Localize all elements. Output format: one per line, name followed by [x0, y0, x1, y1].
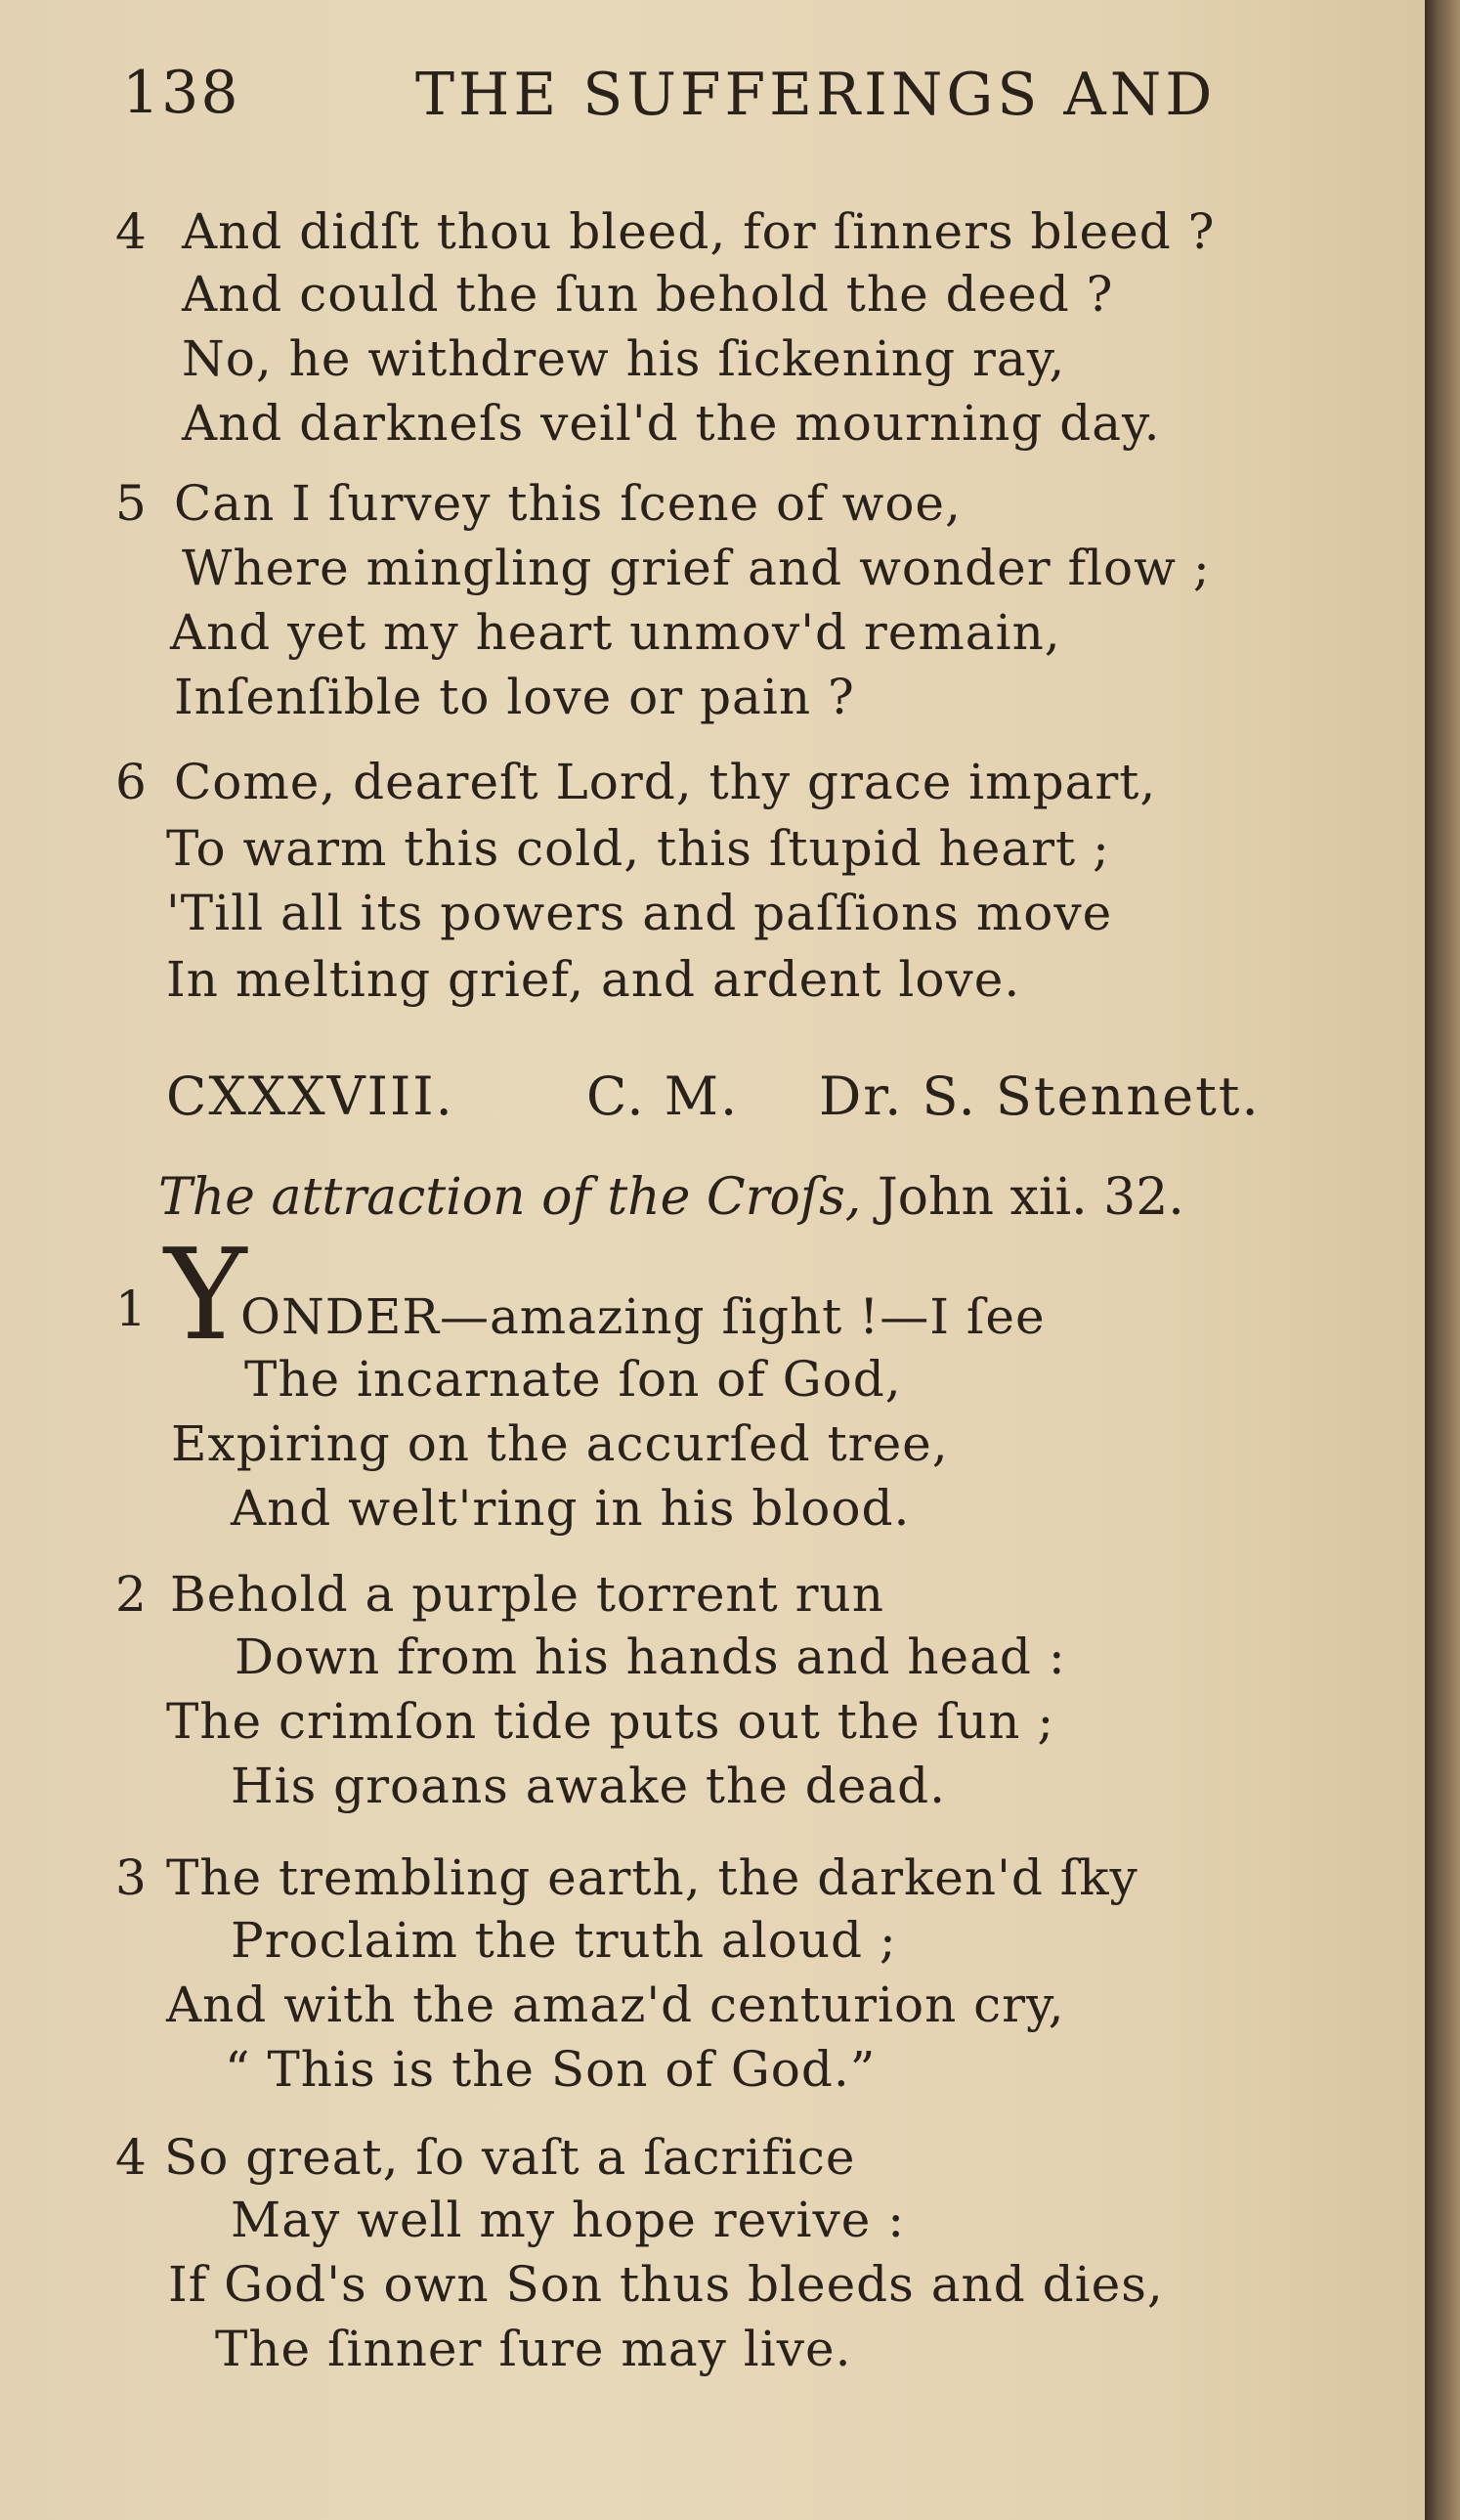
verse-line: The incarnate ſon of God,	[244, 1351, 902, 1408]
verse-line: 'Till all its powers and paſſions move	[166, 885, 1113, 941]
verse-number: 4	[115, 2129, 147, 2186]
hymn-subject	[158, 1168, 1184, 1227]
verse-line: ONDER—amazing ſight !—I ſee	[240, 1288, 1046, 1345]
verse-line: Come, deareſt Lord, thy grace impart,	[174, 754, 1157, 810]
prev-stanza-6	[0, 748, 1388, 1031]
verse-line: And could the ſun behold the deed ?	[182, 266, 1114, 323]
verse-line: And yet my heart unmov'd remain,	[170, 604, 1061, 661]
verse-line: Can I ſurvey this ſcene of woe,	[174, 475, 962, 532]
verse-line: If God's own Son thus bleeds and dies,	[168, 2256, 1164, 2313]
verse-line: Proclaim the truth aloud ;	[231, 1912, 897, 1969]
book-spine-edge	[1425, 0, 1460, 2520]
verse-line: “ This is the Son of God.”	[225, 2041, 877, 2098]
drop-cap: Y	[164, 1223, 247, 1369]
verse-line: And didſt thou bleed, for ſinners bleed ?	[182, 203, 1216, 260]
hymn-meter: C. M.	[586, 1065, 740, 1127]
verse-line: Down from his hands and head :	[235, 1629, 1066, 1685]
verse-number: 6	[115, 754, 147, 810]
verse-line: His groans awake the dead.	[231, 1758, 947, 1814]
prev-stanza-4	[0, 196, 1388, 469]
running-title: THE SUFFERINGS AND	[415, 61, 1217, 129]
verse-number: 4	[115, 203, 147, 260]
verse-line: May well my hope revive :	[231, 2192, 906, 2248]
verse-number: 5	[115, 475, 147, 532]
verse-line: Where mingling grief and wonder flow ;	[182, 540, 1211, 596]
verse-line: The crimſon tide puts out the ſun ;	[166, 1693, 1055, 1750]
verse-number: 2	[115, 1566, 147, 1623]
verse-line: In melting grief, and ardent love.	[166, 951, 1021, 1008]
stanza-3	[0, 1842, 1388, 2125]
verse-line: To warm this cold, this ſtupid heart ;	[166, 820, 1110, 877]
verse-line: And with the amaz'd centurion cry,	[166, 1977, 1065, 2033]
running-head	[0, 59, 1425, 147]
stanza-2	[0, 1560, 1388, 1844]
page-number: 138	[122, 59, 240, 127]
scripture-reference: John xii. 32.	[877, 1168, 1184, 1227]
verse-line: Inſenſible to love or pain ?	[174, 669, 855, 725]
verse-line: Expiring on the accurſed tree,	[171, 1415, 949, 1472]
verse-line: The trembling earth, the darken'd ſky	[166, 1849, 1138, 1906]
verse-line: And welt'ring in his blood.	[231, 1480, 911, 1537]
verse-line: The ſinner ſure may live.	[215, 2321, 852, 2377]
verse-number: 1	[115, 1281, 147, 1337]
verse-line: And darkneſs veil'd the mourning day.	[182, 395, 1161, 452]
hymn-author: Dr. S. Stennett.	[819, 1065, 1261, 1127]
verse-line: Behold a purple torrent run	[170, 1566, 884, 1623]
stanza-4	[0, 2121, 1388, 2405]
verse-line: So great, ſo vaſt a ſacrifice	[164, 2129, 856, 2186]
hymn-number: CXXXVIII.	[166, 1065, 454, 1127]
prev-stanza-5	[0, 469, 1388, 743]
verse-line: No, he withdrew his ſickening ray,	[182, 330, 1066, 387]
verse-number: 3	[115, 1849, 147, 1906]
hymn-subject-title: The attraction of the Croſs,	[158, 1168, 862, 1227]
hymn-heading	[166, 1065, 1339, 1144]
